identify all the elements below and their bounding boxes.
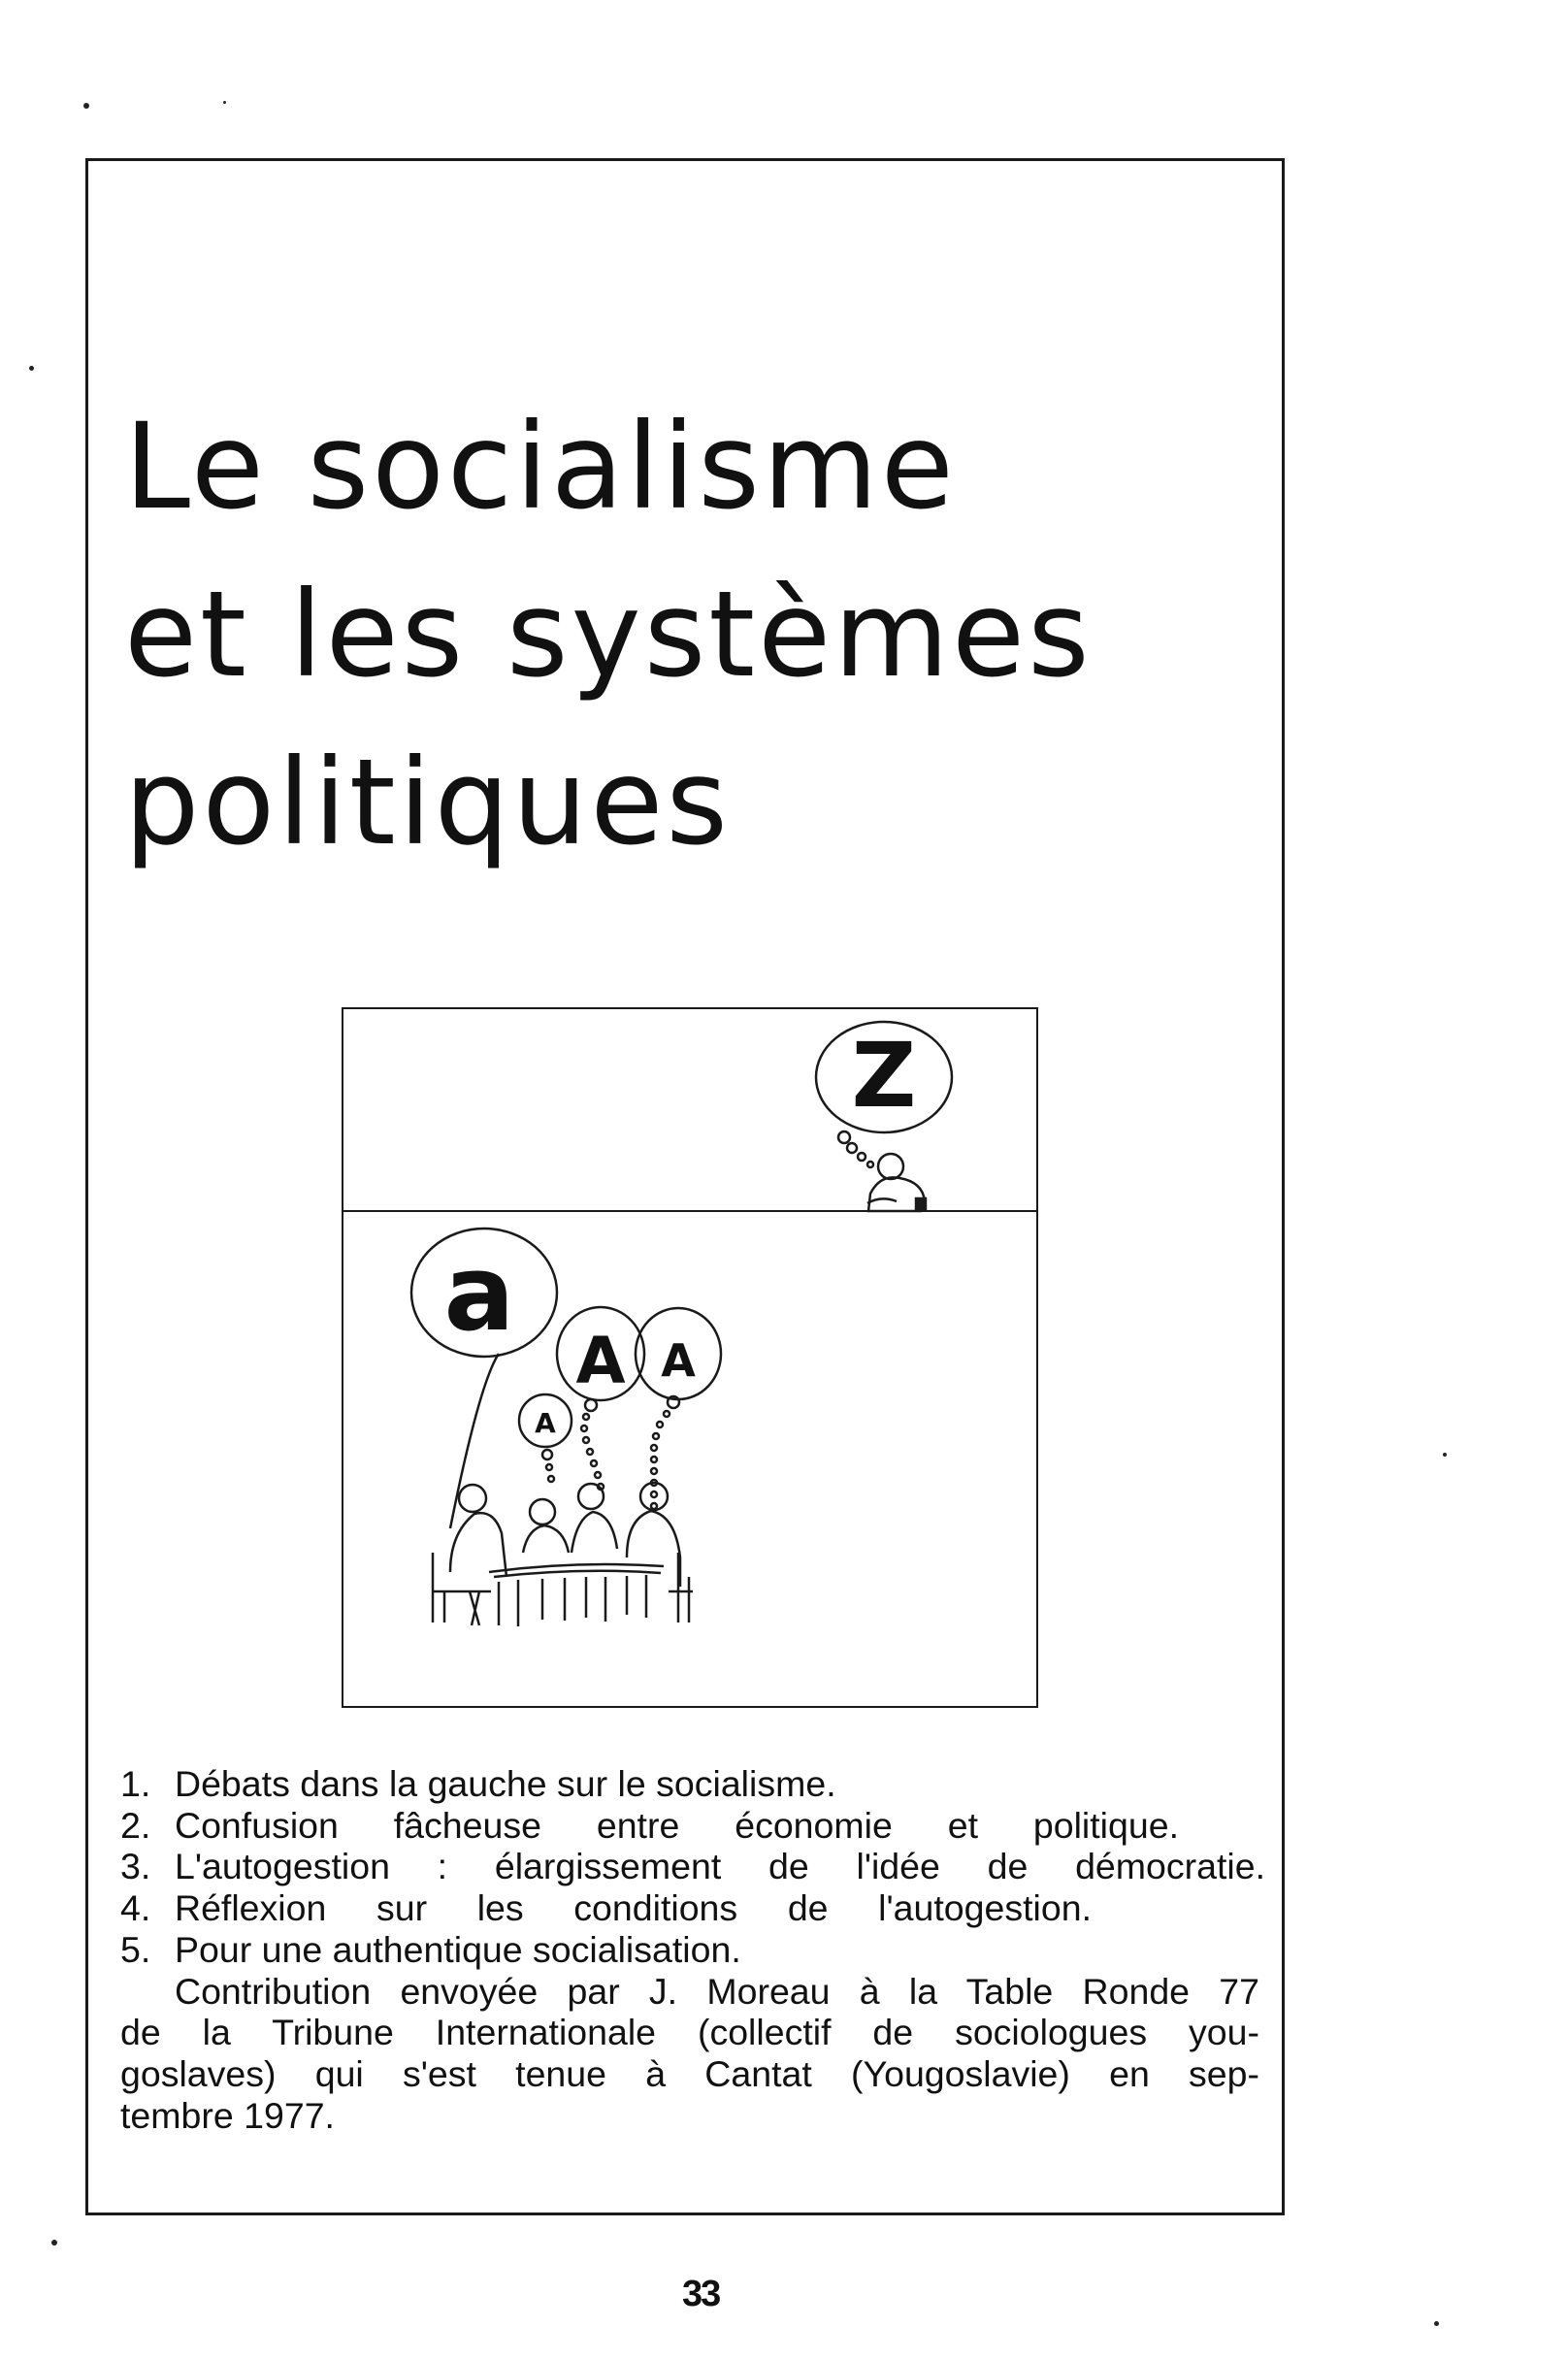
list-item-number: 2. <box>120 1804 151 1846</box>
bubble-A-small <box>519 1394 572 1482</box>
note-line: goslaves) qui s'est tenue à Cantat (Yougoslavie) en sep- <box>120 2052 1259 2094</box>
bubble-A-right <box>636 1308 721 1509</box>
thought-dot <box>867 1162 873 1167</box>
list-item <box>120 1846 1265 1887</box>
list-item-text: L'autogestion : élargissement de l'idée de démocratie. <box>175 1846 1265 1887</box>
note-line: tembre 1977. <box>120 2094 335 2136</box>
figure-hand <box>916 1198 926 1210</box>
scan-speck <box>223 101 226 104</box>
table-legs <box>499 1575 646 1626</box>
bubble-A-large <box>557 1307 644 1490</box>
list-item-text: Pour une authentique socialisation. <box>175 1928 741 1970</box>
figure-head <box>578 1484 604 1509</box>
scan-speck <box>1434 2321 1439 2326</box>
note-line: de la Tribune Internationale (collectif de sociologues you- <box>120 2012 1259 2053</box>
scan-speck <box>1443 1453 1447 1457</box>
list-item-text: Réflexion sur les conditions de l'autogestion. <box>175 1887 1092 1929</box>
bubble-letter: A <box>575 1324 626 1398</box>
contents-list <box>120 1763 1265 1971</box>
bubble-letter: A <box>535 1407 556 1439</box>
title-line: Le socialisme <box>124 398 957 536</box>
title-line: politiques <box>124 734 731 871</box>
thought-dot <box>858 1153 866 1161</box>
figure-arm <box>867 1198 897 1203</box>
list-item <box>120 1887 1092 1929</box>
title-line: et les systèmes <box>124 566 1093 704</box>
cartoon-drawing <box>343 1009 1036 1706</box>
figure-head <box>878 1154 903 1179</box>
bubble-a <box>411 1229 557 1528</box>
list-item-number: 5. <box>120 1928 151 1970</box>
thinker-figure <box>816 1022 952 1211</box>
table-edge <box>494 1571 661 1577</box>
list-item <box>120 1929 1265 1971</box>
figure-body <box>450 1513 506 1577</box>
page-number: 33 <box>682 2274 720 2314</box>
figure-head <box>459 1485 486 1512</box>
list-item-number: 4. <box>120 1887 151 1929</box>
thought-dot <box>847 1143 857 1153</box>
scan-speck <box>29 366 34 371</box>
bubble-tail <box>450 1354 499 1528</box>
figure-body <box>523 1525 569 1553</box>
list-item-text: Confusion fâcheuse entre économie et politique. <box>175 1804 1179 1846</box>
bubble-letter: A <box>661 1334 696 1387</box>
chair <box>433 1553 693 1622</box>
bubble-letter: a <box>443 1233 515 1355</box>
list-item-number: 3. <box>120 1846 151 1887</box>
list-item <box>120 1763 1265 1805</box>
thought-dot <box>838 1131 850 1143</box>
contribution-note <box>120 1971 1265 2137</box>
list-item <box>120 1805 1179 1847</box>
list-item-number: 1. <box>120 1763 151 1804</box>
figure-body <box>572 1512 617 1553</box>
figure-body <box>627 1511 680 1587</box>
cartoon-illustration <box>342 1007 1038 1708</box>
article-summary <box>120 1763 1265 2136</box>
bubble-letter: Z <box>851 1024 917 1128</box>
figure-head <box>530 1499 555 1524</box>
scan-speck <box>51 2240 57 2245</box>
article-title <box>124 383 1192 887</box>
list-item-text: Débats dans la gauche sur le socialisme. <box>175 1763 836 1804</box>
scan-speck <box>83 103 89 109</box>
figure-legs <box>470 1591 479 1625</box>
note-line: Contribution envoyée par J. Moreau à la Table Ronde 77 <box>175 1970 1259 2012</box>
